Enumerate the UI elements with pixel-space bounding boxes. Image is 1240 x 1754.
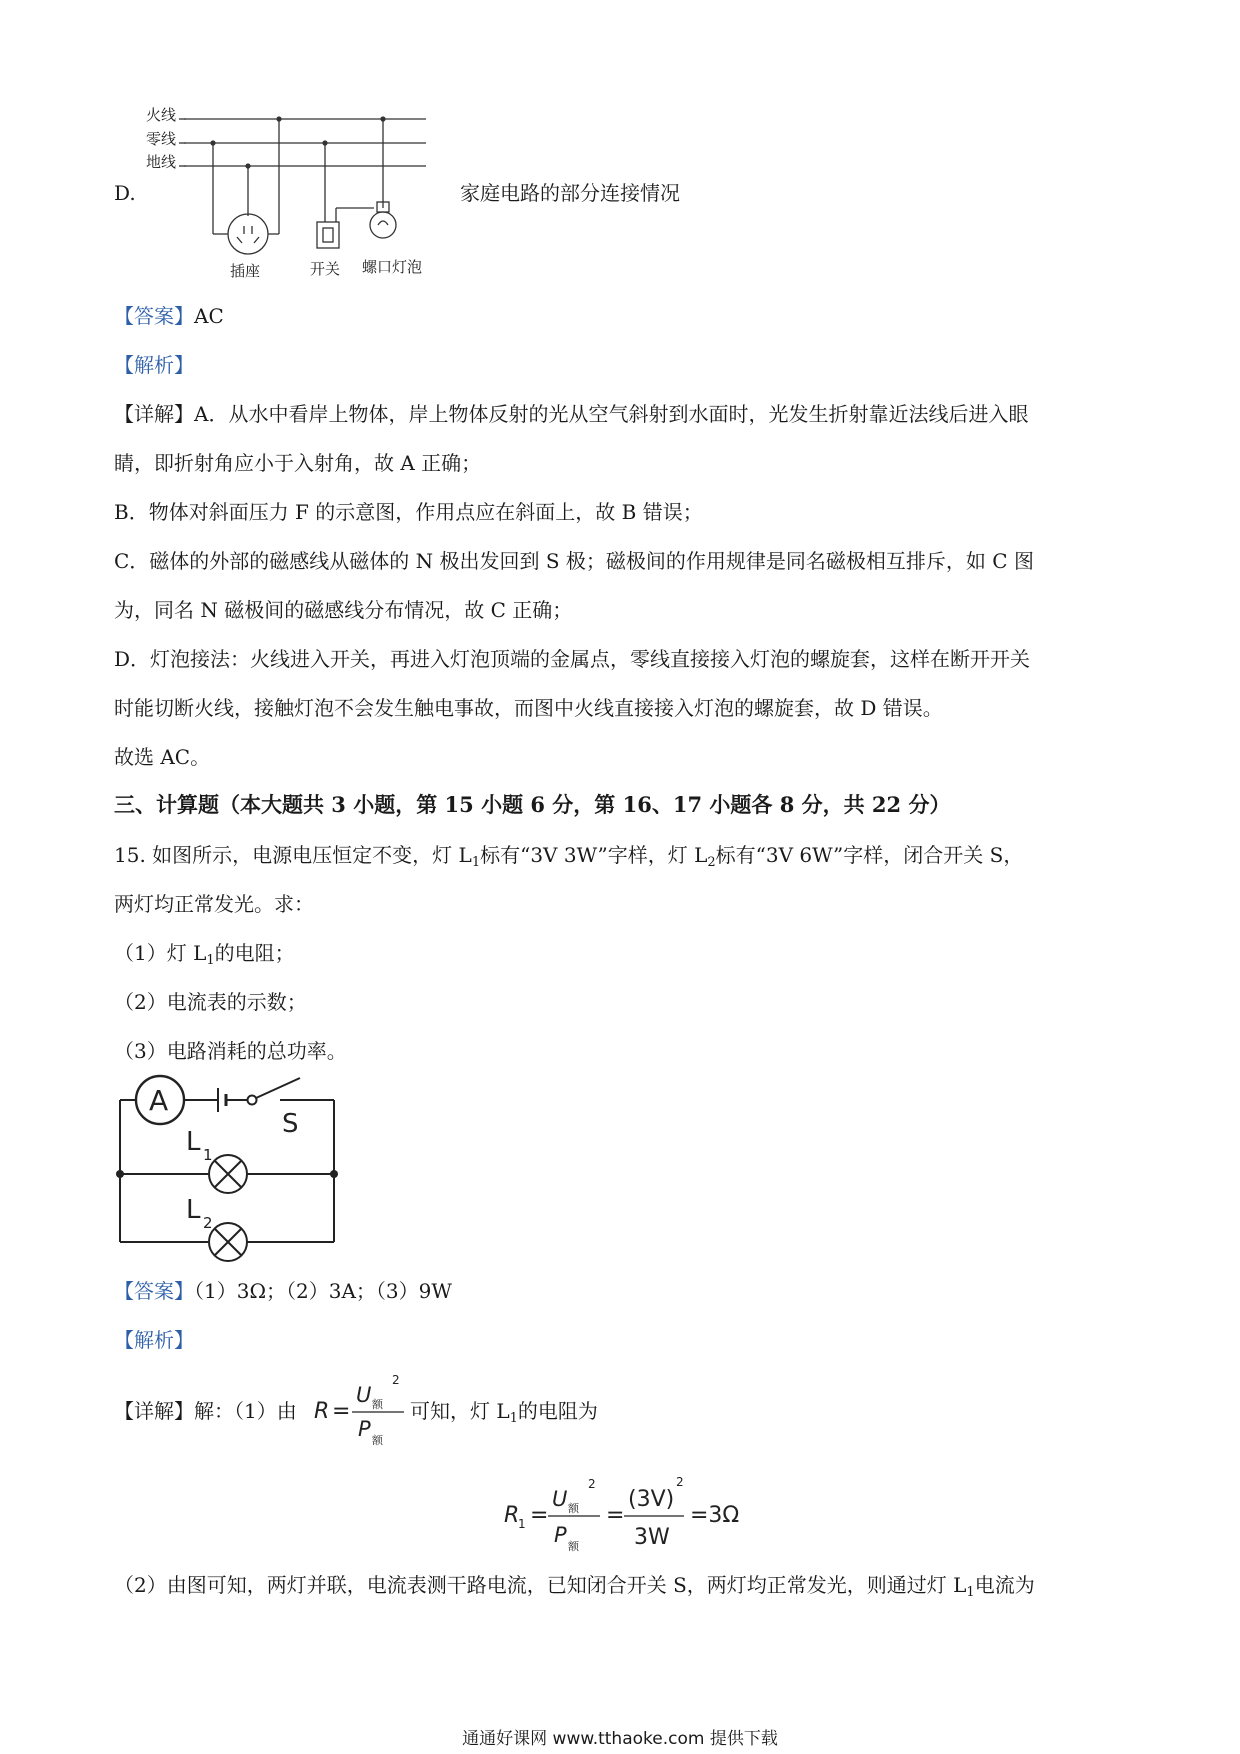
resistance-formula-display [500, 1470, 760, 1560]
formula-e: 额 [372, 1434, 383, 1447]
bulb-label: 螺口灯泡 [362, 258, 423, 276]
q14-detail-line-5: 为，同名 N 磁极间的磁感线分布情况，故 C 正确； [114, 598, 573, 622]
q14-detail-line-3: B．物体对斜面压力 F 的示意图，作用点应在斜面上，故 B 错误； [114, 500, 703, 524]
formula-result: =3Ω [690, 1503, 740, 1528]
detail-tag: 【详解】 [114, 402, 194, 426]
subscript: 1 [509, 1411, 518, 1426]
ground-wire-label: 地线 [146, 153, 177, 171]
q15-stem-line-2: 两灯均正常发光。求： [114, 892, 314, 916]
option-d-caption: 家庭电路的部分连接情况 [460, 181, 680, 205]
formula-e: 额 [568, 1540, 579, 1553]
formula-p: P [358, 1417, 371, 1441]
formula-u: U [552, 1487, 568, 1511]
subscript: 1 [471, 855, 481, 870]
household-circuit-figure [140, 104, 440, 284]
q14-detail-line-2: 睛，即折射角应小于入射角，故 A 正确； [114, 451, 482, 475]
subscript: 1 [966, 1585, 975, 1600]
q14-detail-line-4: C．磁体的外部的磁感线从磁体的 N 极出发回到 S 极；磁极间的作用规律是同名磁极相互排斥，如 C 图 [114, 549, 1034, 573]
detail-text: 解：（1）由 [194, 1399, 297, 1423]
stem-part: 标有“3V 6W”字样，闭合开关 S， [715, 843, 1024, 867]
q15-answer [114, 1278, 452, 1304]
formula-p: P [554, 1523, 567, 1547]
formula-u: U [356, 1383, 372, 1407]
formula-eq: = [606, 1503, 625, 1528]
lamp-l2-subscript: 2 [203, 1214, 213, 1232]
switch-s-label: S [282, 1109, 299, 1139]
formula-e: 额 [568, 1502, 579, 1515]
formula-r: R [314, 1399, 330, 1424]
question-text: 的电阻； [214, 941, 295, 965]
lamp-l2-label: L [186, 1195, 201, 1225]
formula-numerator: (3V) [628, 1487, 675, 1512]
parallel-circuit-diagram [112, 1074, 352, 1266]
section-heading: 三、计算题（本大题共 3 小题，第 15 小题 6 分，第 16、17 小题各 8 分，共 22 分） [114, 792, 951, 817]
formula-sq: 2 [676, 1475, 684, 1489]
q15-sub-question-1 [114, 940, 295, 974]
socket-label: 插座 [230, 262, 261, 280]
switch-label: 开关 [310, 260, 341, 278]
formula-sq: 2 [588, 1477, 596, 1491]
q15-detail-line-1 [114, 1398, 297, 1424]
formula-r1-sub: 1 [518, 1517, 526, 1531]
q15-part-2 [114, 1572, 1035, 1606]
formula-eq: = [530, 1503, 549, 1528]
q15-detail-line-1b [410, 1398, 598, 1432]
option-d-letter: D. [114, 181, 136, 205]
detail-tag: 【详解】 [114, 1399, 194, 1423]
detail-text: 电流为 [974, 1573, 1035, 1597]
subscript: 1 [206, 953, 215, 968]
answer-tag: 【答案】 [114, 1279, 194, 1303]
live-wire-label: 火线 [146, 106, 177, 124]
stem-part: 标有“3V 3W”字样，灯 L [480, 843, 708, 867]
formula-r1: R [504, 1503, 520, 1528]
formula-denominator: 3W [634, 1525, 670, 1550]
q15-sub-question-3: （3）电路消耗的总功率。 [114, 1039, 347, 1063]
analysis-tag: 【解析】 [114, 353, 194, 377]
neutral-wire-label: 零线 [146, 130, 177, 148]
answer-text: （1）3Ω；（2）3A；（3）9W [194, 1279, 452, 1303]
q14-detail-line-6: D．灯泡接法：火线进入开关，再进入灯泡顶端的金属点，零线直接接入灯泡的螺旋套，这样在断开开关 [114, 647, 1031, 671]
formula-sq: 2 [392, 1373, 400, 1387]
lamp-l1-subscript: 1 [203, 1146, 213, 1164]
page-footer: 通通好课网 www.tthaoke.com 提供下载 [462, 1729, 778, 1749]
q15-sub-question-2: （2）电流表的示数； [114, 990, 307, 1014]
detail-text: （2）由图可知，两灯并联，电流表测干路电流，已知闭合开关 S，两灯均正常发光，则通过灯 L [114, 1573, 967, 1597]
q14-detail-line-7: 时能切断火线，接触灯泡不会发生触电事故，而图中火线直接接入灯泡的螺旋套，故 D 错误。 [114, 696, 943, 720]
ammeter-label: A [149, 1084, 169, 1117]
answer-text: AC [194, 304, 224, 328]
formula-eq: = [332, 1399, 351, 1424]
q15-stem-line-1 [114, 842, 1023, 876]
formula-e: 额 [372, 1398, 383, 1411]
q14-conclusion: 故选 AC。 [114, 745, 211, 769]
subscript: 2 [707, 855, 716, 870]
detail-text: 可知，灯 L [410, 1399, 510, 1423]
resistance-formula-inline [312, 1370, 412, 1450]
q14-answer [114, 303, 224, 329]
question-text: （1）灯 L [114, 941, 207, 965]
stem-part: 15. 如图所示，电源电压恒定不变，灯 L [114, 843, 472, 867]
lamp-l1-label: L [186, 1127, 201, 1157]
answer-tag: 【答案】 [114, 304, 194, 328]
analysis-tag: 【解析】 [114, 1328, 194, 1352]
detail-text: 的电阻为 [517, 1399, 598, 1423]
q14-detail-line-1 [114, 401, 1028, 427]
detail-text: A．从水中看岸上物体，岸上物体反射的光从空气斜射到水面时，光发生折射靠近法线后进入眼 [194, 402, 1029, 426]
